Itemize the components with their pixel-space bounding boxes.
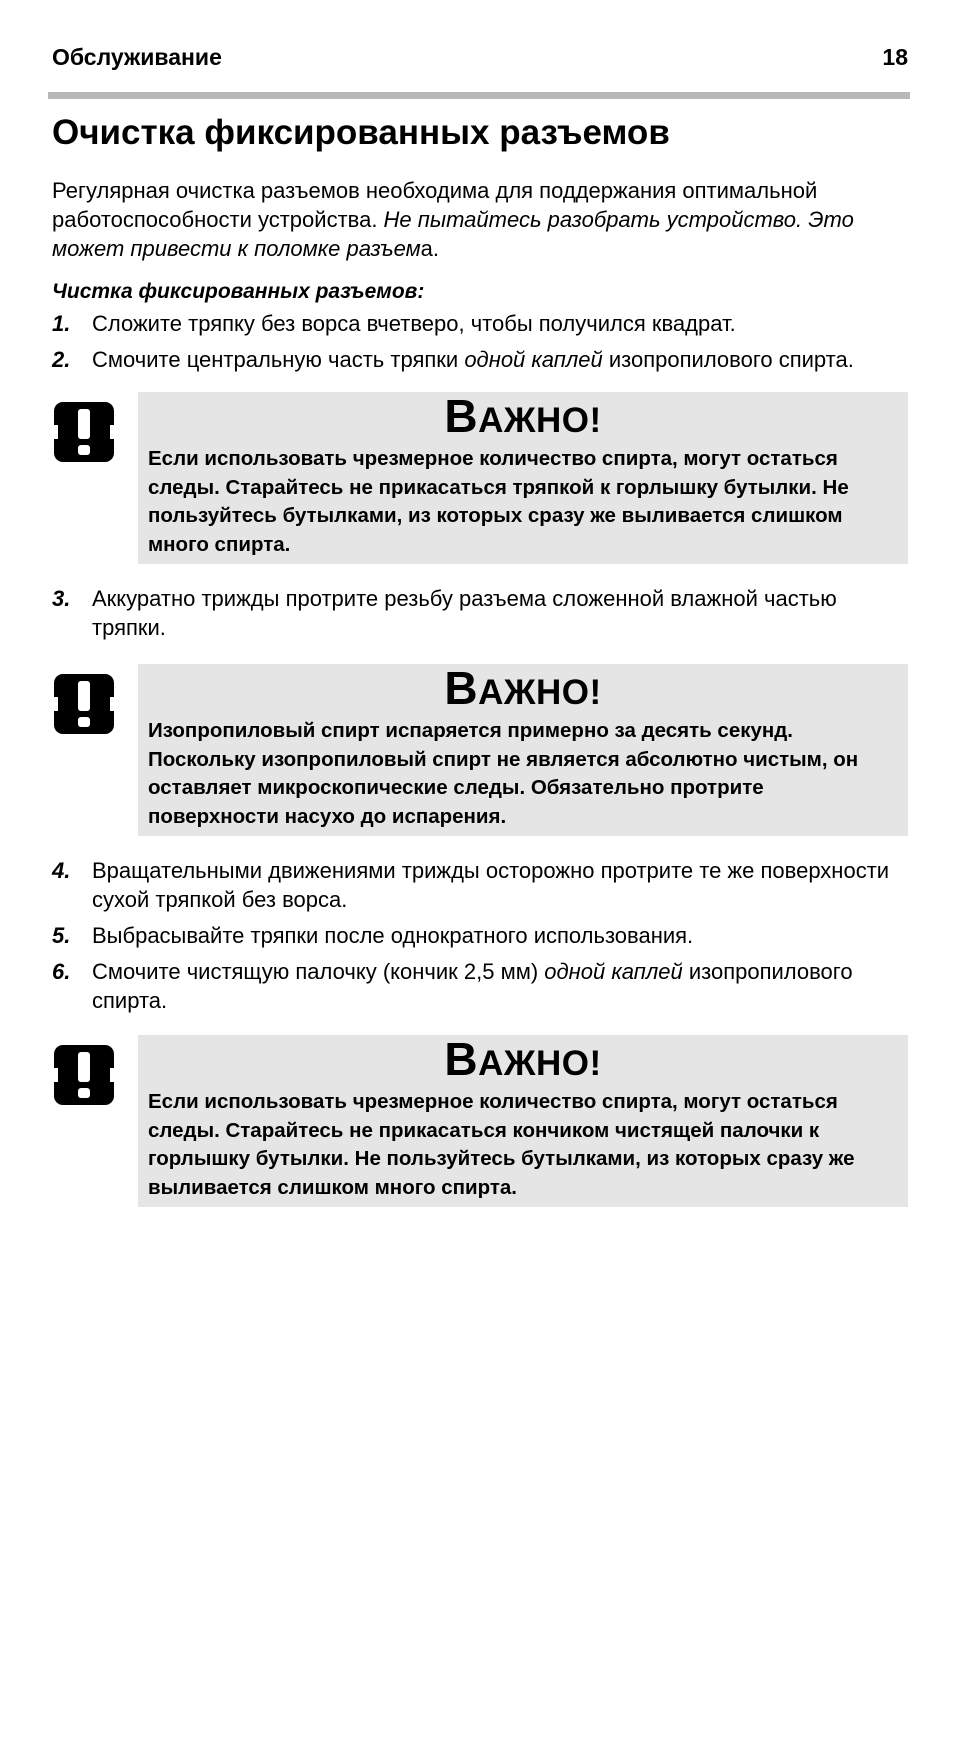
heading-rest: АЖНО! [478, 673, 602, 712]
important-text: Если использовать чрезмерное количество спирта, могут остаться следы. Старайтесь не прикасаться тряпкой к горлышку бутылки. Не пользуйтесь бутылками, из которых сразу же выливается слишком много спирта. [148, 447, 849, 556]
intro-paragraph [52, 176, 908, 263]
step-number: 5. [52, 923, 71, 948]
step-text: Выбрасывайте тряпки после однократного использования. [92, 923, 694, 948]
step-text-emphasis: одной каплей [464, 347, 603, 372]
important-note-2 [52, 664, 908, 836]
step-5 [52, 921, 908, 950]
exclamation-icon [52, 400, 116, 464]
important-box [138, 1035, 908, 1207]
step-number: 1. [52, 311, 71, 336]
page-number: 18 [882, 44, 908, 70]
section-name: Обслуживание [52, 44, 222, 70]
step-text: Сложите тряпку без ворса вчетверо, чтобы получился квадрат. [92, 311, 736, 336]
important-text: Изопропиловый спирт испаряется примерно за десять секунд. Поскольку изопропиловый спирт не является абсолютно чистым, он оставляет микроскопические следы. Обязательно протрите поверхности насухо до испарения. [148, 719, 859, 828]
important-heading [148, 662, 898, 719]
exclamation-icon [52, 1043, 116, 1107]
heading-initial: В [444, 662, 479, 714]
heading-rest: АЖНО! [478, 401, 602, 440]
exclamation-icon [52, 672, 116, 736]
heading-rest: АЖНО! [478, 1044, 602, 1083]
step-number: 4. [52, 858, 71, 883]
step-3 [52, 584, 908, 642]
step-4 [52, 856, 908, 914]
header-rule [48, 92, 910, 99]
important-heading [148, 1033, 898, 1090]
intro-warning: Не пытайтесь разобрать устройство. Это может привести к поломке разъем [52, 207, 854, 261]
important-heading [148, 390, 898, 447]
important-note-1 [52, 392, 908, 564]
step-text: Аккуратно трижды протрите резьбу разъема сложенной влажной частью тряпки. [92, 586, 837, 640]
important-text: Если использовать чрезмерное количество спирта, могут остаться следы. Старайтесь не прикасаться кончиком чистящей палочки к горлышку бутылки. Не пользуйтесь бутылками, из которых сразу же выливается слишком много спирта. [148, 1090, 855, 1199]
step-1 [52, 309, 908, 338]
intro-end: а. [420, 236, 440, 261]
step-text-before: Смочите центральную часть тряпки [92, 347, 465, 372]
step-number: 2. [52, 347, 71, 372]
step-number: 6. [52, 959, 71, 984]
step-text-after: изопропилового спирта. [602, 347, 854, 372]
important-box [138, 392, 908, 564]
important-note-3 [52, 1035, 908, 1207]
heading-initial: В [444, 1033, 479, 1085]
step-number: 3. [52, 586, 71, 611]
page-title: Очистка фиксированных разъемов [52, 113, 670, 152]
step-6 [52, 957, 908, 1015]
step-text-before: Смочите чистящую палочку (кончик 2,5 мм) [92, 959, 545, 984]
step-text-after: изопропилового спирта. [92, 959, 853, 1013]
heading-initial: В [444, 390, 479, 442]
intro-text: Регулярная очистка разъемов необходима для поддержания оптимальной работоспособности устройства. [52, 178, 818, 232]
procedure-title: Чистка фиксированных разъемов: [52, 280, 425, 303]
running-header [52, 44, 908, 76]
step-text-emphasis: одной каплей [544, 959, 683, 984]
step-text: Вращательными движениями трижды осторожно протрите те же поверхности сухой тряпкой без ворса. [92, 858, 890, 912]
page-content [52, 108, 908, 1207]
step-2 [52, 345, 908, 374]
important-box [138, 664, 908, 836]
